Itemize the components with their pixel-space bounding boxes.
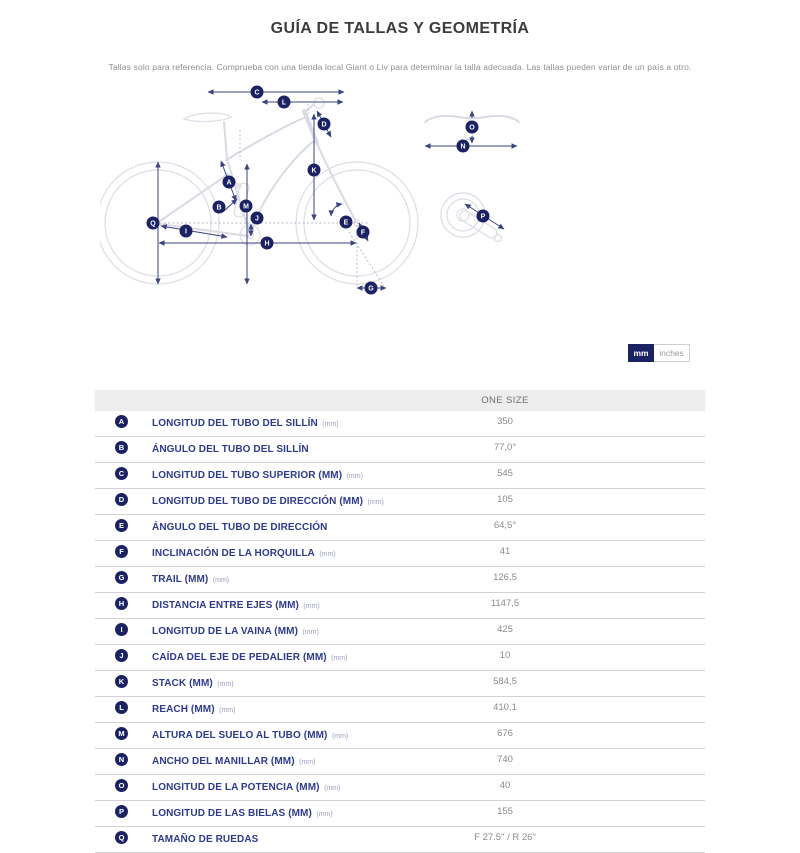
row-value: 64,5° <box>430 515 580 541</box>
row-value: 41 <box>430 541 580 567</box>
page-title: GUÍA DE TALLAS Y GEOMETRÍA <box>270 20 530 37</box>
table-header-row <box>95 390 705 411</box>
row-unit: (mm) <box>316 811 333 818</box>
diagram-badge-c <box>251 86 264 99</box>
row-unit: (mm) <box>346 473 363 480</box>
row-letter-badge: F <box>115 545 128 558</box>
geometry-table-row <box>95 515 705 541</box>
row-value: 40 <box>430 775 580 801</box>
diagram-badge-b <box>213 201 226 214</box>
diagram-badge-p <box>477 210 490 223</box>
row-value: 350 <box>430 411 580 437</box>
row-unit: (mm) <box>331 655 348 662</box>
geometry-table-row <box>95 411 705 437</box>
row-unit: (mm) <box>302 629 319 636</box>
row-value: 425 <box>430 619 580 645</box>
geometry-table-row <box>95 775 705 801</box>
geometry-table-row <box>95 827 705 853</box>
svg-text:D: D <box>321 121 327 129</box>
geometry-table-row <box>95 593 705 619</box>
row-unit: (mm) <box>367 499 384 506</box>
svg-text:C: C <box>254 89 260 97</box>
geometry-table-row <box>95 463 705 489</box>
svg-text:O: O <box>469 124 475 132</box>
svg-text:K: K <box>311 167 317 175</box>
geometry-table-row <box>95 723 705 749</box>
row-letter-badge: J <box>115 649 128 662</box>
row-value: 740 <box>430 749 580 775</box>
geometry-table-row <box>95 671 705 697</box>
row-letter-badge: G <box>115 571 128 584</box>
geometry-diagram <box>100 80 620 315</box>
row-unit: (mm) <box>212 577 230 584</box>
geometry-table-section <box>95 390 705 853</box>
row-unit: (mm) <box>322 421 339 428</box>
row-label: LONGITUD DEL TUBO DEL SILLÍN <box>152 418 318 429</box>
geometry-table-row <box>95 567 705 593</box>
row-letter-badge: E <box>115 519 128 532</box>
row-unit: (mm) <box>219 707 236 714</box>
diagram-badge-a <box>223 176 236 189</box>
unit-inches-button[interactable]: inches <box>654 344 690 362</box>
svg-text:G: G <box>368 285 374 293</box>
row-label: STACK (MM) <box>152 678 213 689</box>
bike-outline-icon <box>100 98 418 284</box>
svg-text:B: B <box>216 204 222 212</box>
diagram-badge-m <box>240 200 253 213</box>
row-label: TRAIL (MM) <box>152 574 209 585</box>
svg-text:H: H <box>264 240 270 248</box>
svg-text:A: A <box>226 179 232 187</box>
diagram-badge-n <box>457 140 470 153</box>
row-label: ÁNGULO DEL TUBO DE DIRECCIÓN <box>152 522 328 533</box>
geometry-table-row <box>95 541 705 567</box>
svg-text:L: L <box>281 99 287 107</box>
row-unit: (mm) <box>319 551 336 558</box>
row-letter-badge: K <box>115 675 128 688</box>
unit-toggle <box>628 344 690 362</box>
row-value: 676 <box>430 723 580 749</box>
row-label: CAÍDA DEL EJE DE PEDALIER (MM) <box>152 652 327 663</box>
row-value: F 27.5" / R 26" <box>430 827 580 853</box>
row-letter-badge: D <box>115 493 128 506</box>
row-label: LONGITUD DE LA VAINA (MM) <box>152 626 299 637</box>
diagram-badge-i <box>180 225 193 238</box>
geometry-table-row <box>95 749 705 775</box>
geometry-table-row <box>95 697 705 723</box>
diagram-badge-o <box>466 121 479 134</box>
diagram-badge-g <box>365 282 378 295</box>
row-letter-badge: Q <box>115 831 128 844</box>
svg-text:F: F <box>360 229 366 237</box>
geometry-table-body <box>95 411 705 853</box>
size-column-header: ONE SIZE <box>481 395 529 406</box>
svg-text:P: P <box>480 213 486 221</box>
row-letter-badge: I <box>115 623 128 636</box>
row-label: ÁNGULO DEL TUBO DEL SILLÍN <box>152 444 309 455</box>
geometry-table <box>95 390 705 853</box>
diagram-badge-q <box>147 217 160 230</box>
row-value: 77,0° <box>430 437 580 463</box>
row-label: TAMAÑO DE RUEDAS <box>152 834 259 845</box>
row-value: 126,5 <box>430 567 580 593</box>
diagram-badge-f <box>357 226 370 239</box>
diagram-badge-d <box>318 118 331 131</box>
row-letter-badge: O <box>115 779 128 792</box>
row-value: 584,5 <box>430 671 580 697</box>
row-label: LONGITUD DEL TUBO DE DIRECCIÓN (MM) <box>152 496 364 507</box>
svg-text:I: I <box>185 228 187 236</box>
diagram-badge-h <box>261 237 274 250</box>
row-label: DISTANCIA ENTRE EJES (MM) <box>152 600 299 611</box>
row-unit: (mm) <box>303 603 320 610</box>
row-letter-badge: H <box>115 597 128 610</box>
diagram-badge-l <box>278 96 291 109</box>
row-value: 155 <box>430 801 580 827</box>
row-label: ALTURA DEL SUELO AL TUBO (MM) <box>152 730 328 741</box>
row-value: 1147,5 <box>430 593 580 619</box>
empty-header-cell <box>580 390 705 411</box>
svg-text:M: M <box>243 203 249 211</box>
geometry-table-row <box>95 619 705 645</box>
diagram-badge-e <box>340 216 353 229</box>
row-unit: (mm) <box>299 759 316 766</box>
svg-text:J: J <box>255 215 259 223</box>
empty-header-cell <box>95 390 430 411</box>
row-value: 10 <box>430 645 580 671</box>
row-label: LONGITUD DE LAS BIELAS (MM) <box>152 808 312 819</box>
row-value: 105 <box>430 489 580 515</box>
row-label: LONGITUD DE LA POTENCIA (MM) <box>152 782 320 793</box>
row-letter-badge: N <box>115 753 128 766</box>
row-label: REACH (MM) <box>152 704 215 715</box>
crankset-outline-icon <box>441 193 502 242</box>
geometry-table-row <box>95 645 705 671</box>
unit-mm-button[interactable]: mm <box>628 344 654 362</box>
row-letter-badge: B <box>115 441 128 454</box>
diagram-badge-k <box>308 164 321 177</box>
row-value: 410,1 <box>430 697 580 723</box>
row-letter-badge: M <box>115 727 128 740</box>
row-label: LONGITUD DEL TUBO SUPERIOR (MM) <box>152 470 343 481</box>
page-subtitle: Tallas solo para referencia. Comprueba con una tienda local Giant o Liv para determinar la talla adecuada. Las tallas pueden variar de un país a otro. <box>108 62 692 72</box>
bike-geometry-illustration <box>100 80 620 315</box>
diagram-badge-j <box>251 212 264 225</box>
row-unit: (mm) <box>331 733 349 740</box>
svg-text:E: E <box>343 219 349 227</box>
svg-text:N: N <box>460 143 466 151</box>
row-letter-badge: L <box>115 701 128 714</box>
geometry-table-row <box>95 489 705 515</box>
row-unit: (mm) <box>324 785 341 792</box>
row-letter-badge: A <box>115 415 128 428</box>
geometry-table-row <box>95 801 705 827</box>
row-unit: (mm) <box>217 681 234 688</box>
row-label: ANCHO DEL MANILLAR (MM) <box>152 756 295 767</box>
row-letter-badge: P <box>115 805 128 818</box>
svg-text:Q: Q <box>150 220 156 228</box>
row-value: 545 <box>430 463 580 489</box>
row-letter-badge: C <box>115 467 128 480</box>
row-label: INCLINACIÓN DE LA HORQUILLA <box>152 548 315 559</box>
geometry-table-row <box>95 437 705 463</box>
